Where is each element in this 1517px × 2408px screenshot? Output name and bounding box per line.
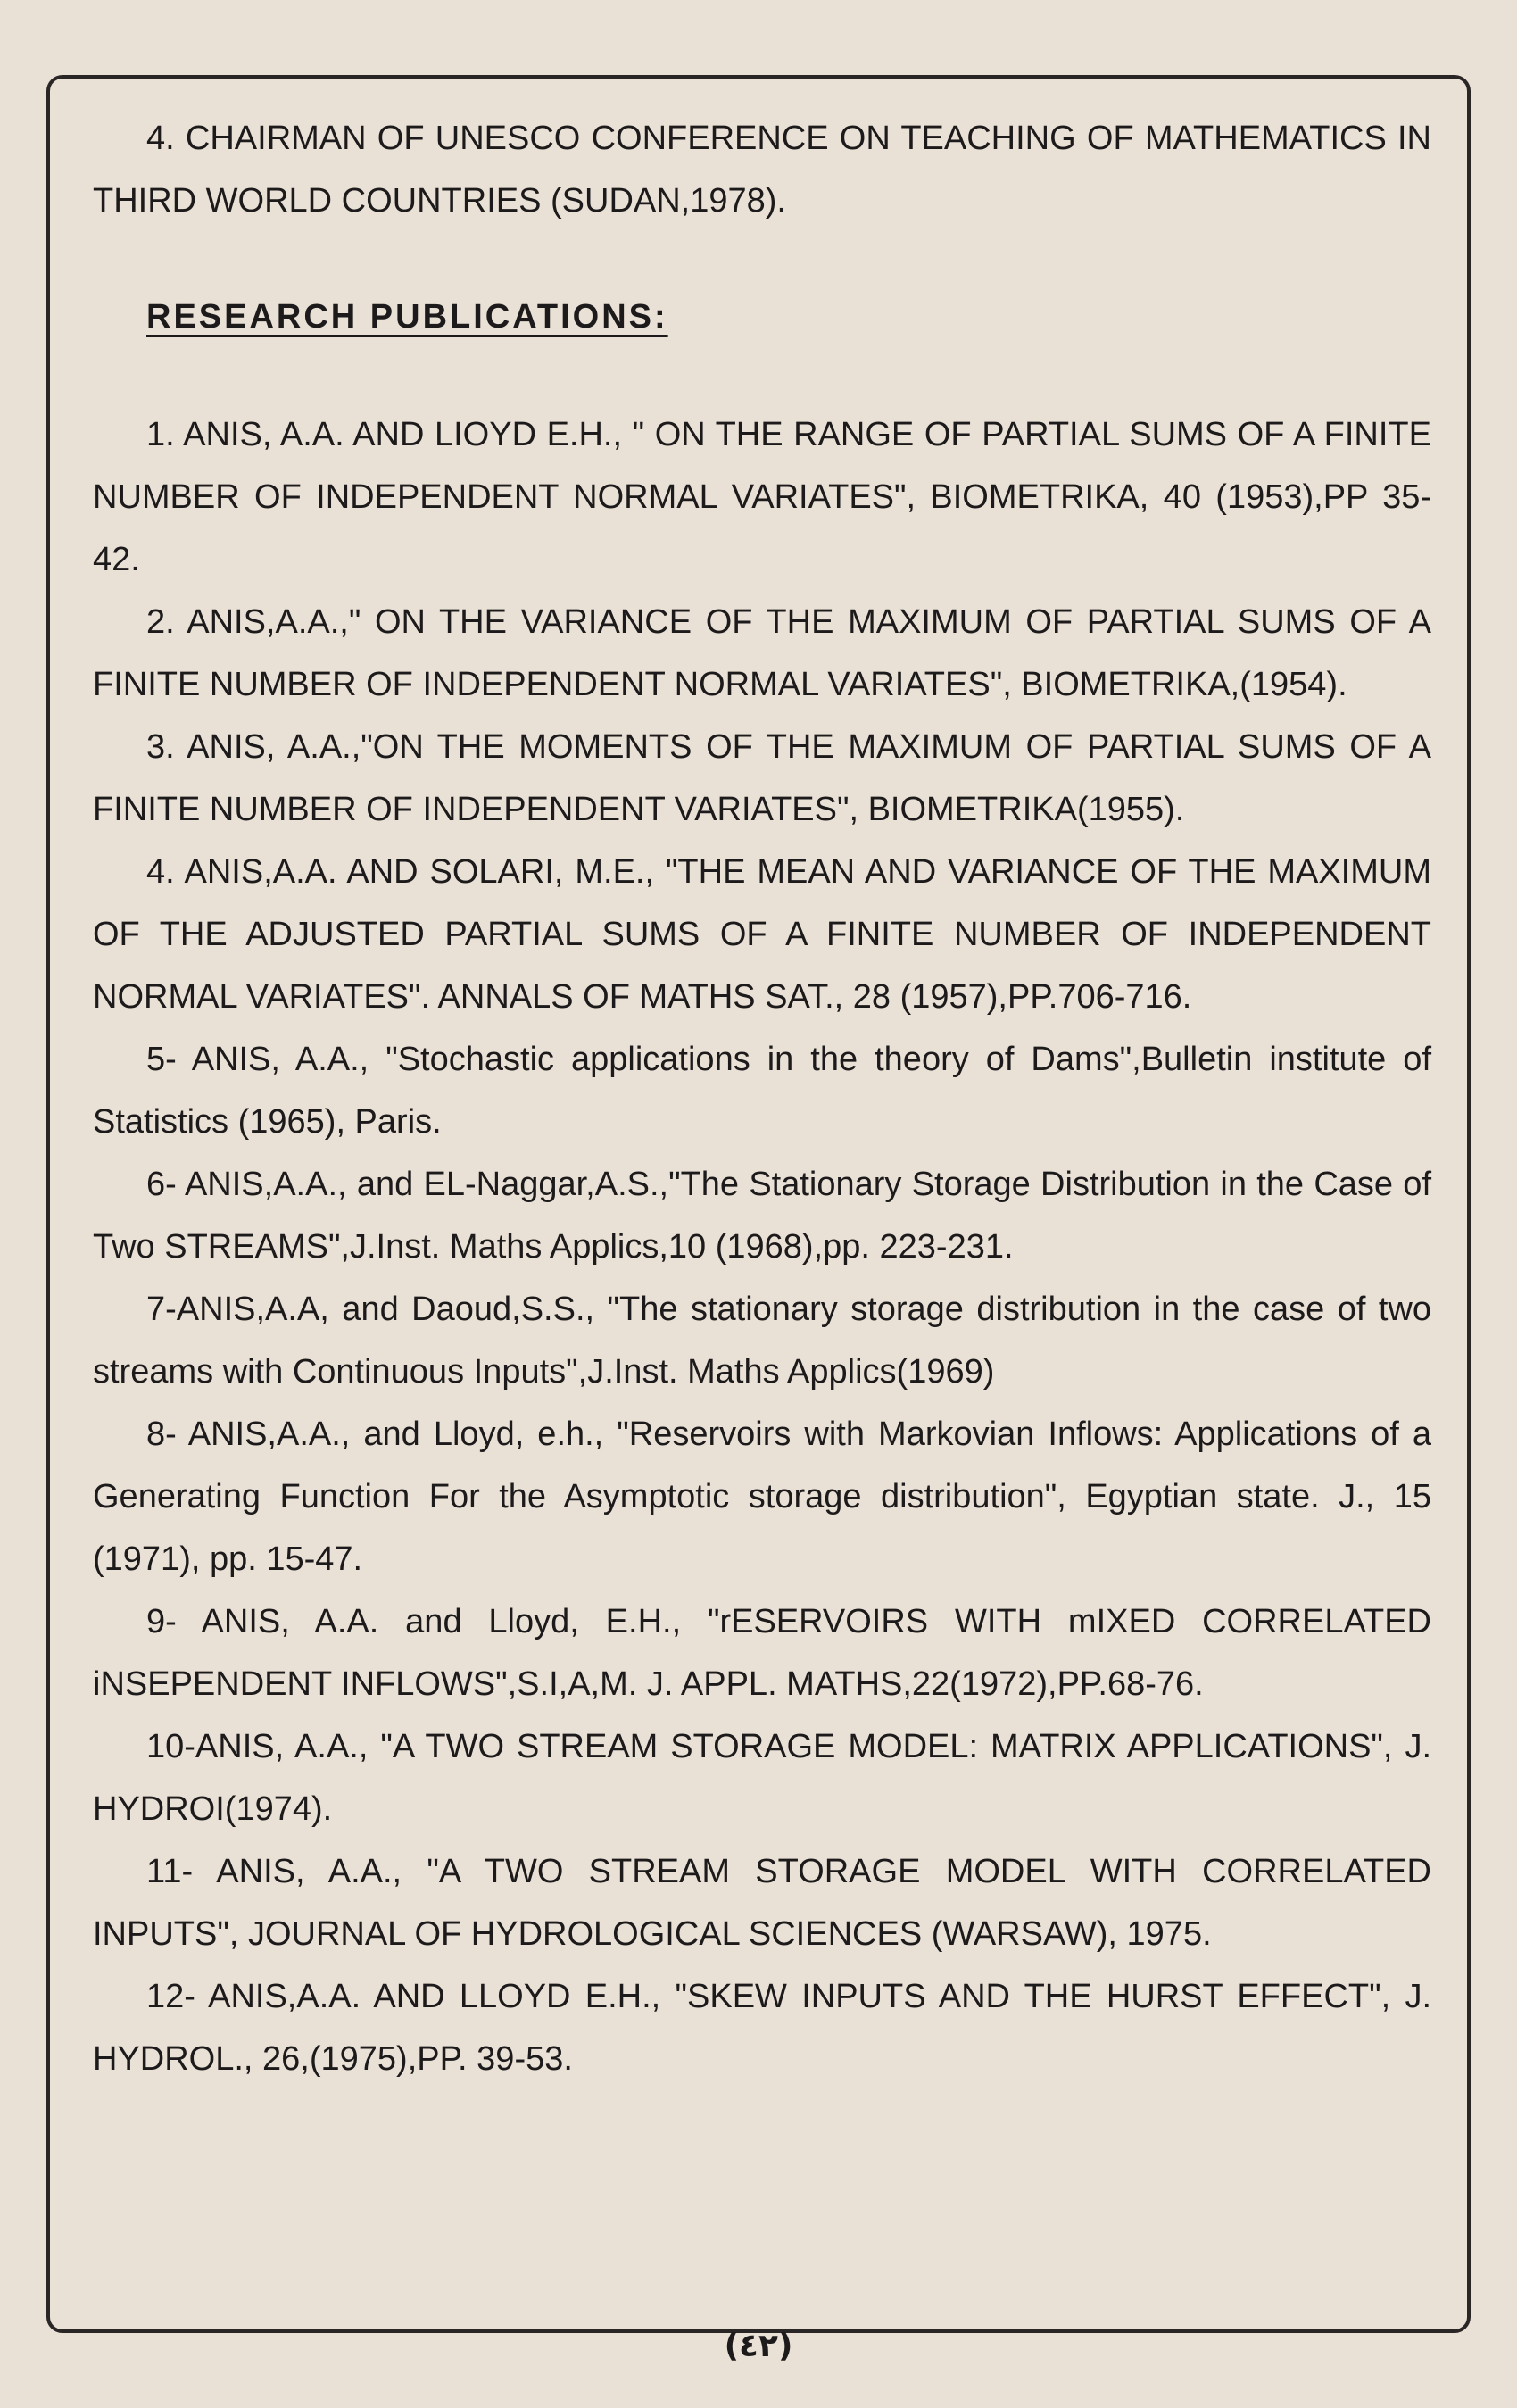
page-number: (٤٢) — [724, 2328, 793, 2364]
publication-item: 4. ANIS,A.A. AND SOLARI, M.E., "THE MEAN AND VARIANCE OF THE MAXIMUM OF THE ADJUSTED PARTIAL SUMS OF A FINITE NUMBER OF INDEPENDENT NORMAL VARIATES". ANNALS OF MATHS SAT., 28 (1957),PP.706-716. — [93, 853, 1431, 1016]
publication-item: 6- ANIS,A.A., and EL-Naggar,A.S.,"The Stationary Storage Distribution in the Case of Two STREAMS",J.Inst. Maths Applics,10 (1968),pp. 223-231. — [93, 1166, 1431, 1266]
publication-item: 1. ANIS, A.A. AND LIOYD E.H., " ON THE RANGE OF PARTIAL SUMS OF A FINITE NUMBER OF INDEPENDENT NORMAL VARIATES", BIOMETRIKA, 40 (1953),PP 35-42. — [93, 416, 1431, 578]
publication-item: 9- ANIS, A.A. and Lloyd, E.H., "rESERVOIRS WITH mIXED CORRELATED iNSEPENDENT INFLOWS",S.I,A,M. J. APPL. MATHS,22(1972),PP.68-76. — [93, 1603, 1431, 1703]
publication-item: 12- ANIS,A.A. AND LLOYD E.H., "SKEW INPUTS AND THE HURST EFFECT", J. HYDROL., 26,(1975),PP. 39-53. — [93, 1978, 1431, 2078]
publication-item: 7-ANIS,A.A, and Daoud,S.S., "The stationary storage distribution in the case of two streams with Continuous Inputs",J.Inst. Maths Applics(1969) — [93, 1291, 1431, 1391]
publication-item: 10-ANIS, A.A., "A TWO STREAM STORAGE MODEL: MATRIX APPLICATIONS", J. HYDROI(1974). — [93, 1728, 1431, 1828]
publication-item: 3. ANIS, A.A.,"ON THE MOMENTS OF THE MAXIMUM OF PARTIAL SUMS OF A FINITE NUMBER OF INDEPENDENT VARIATES", BIOMETRIKA(1955). — [93, 728, 1431, 828]
document-body — [93, 107, 1431, 2090]
publication-item: 8- ANIS,A.A., and Lloyd, e.h., "Reservoirs with Markovian Inflows: Applications of a Generating Function For the Asymptotic storage distribution", Egyptian state. J., 15 (1971), pp. 15-47. — [93, 1416, 1431, 1578]
publication-list — [93, 403, 1431, 2090]
publication-item: 5- ANIS, A.A., "Stochastic applications in the theory of Dams",Bulletin institute of Statistics (1965), Paris. — [93, 1041, 1431, 1141]
intro-item: 4. CHAIRMAN OF UNESCO CONFERENCE ON TEACHING OF MATHEMATICS IN THIRD WORLD COUNTRIES (SUDAN,1978). — [93, 120, 1431, 220]
section-heading: RESEARCH PUBLICATIONS: — [146, 298, 668, 336]
publication-item: 2. ANIS,A.A.," ON THE VARIANCE OF THE MAXIMUM OF PARTIAL SUMS OF A FINITE NUMBER OF INDEPENDENT NORMAL VARIATES", BIOMETRIKA,(1954). — [93, 603, 1431, 703]
publication-item: 11- ANIS, A.A., "A TWO STREAM STORAGE MODEL WITH CORRELATED INPUTS", JOURNAL OF HYDROLOGICAL SCIENCES (WARSAW), 1975. — [93, 1853, 1431, 1953]
